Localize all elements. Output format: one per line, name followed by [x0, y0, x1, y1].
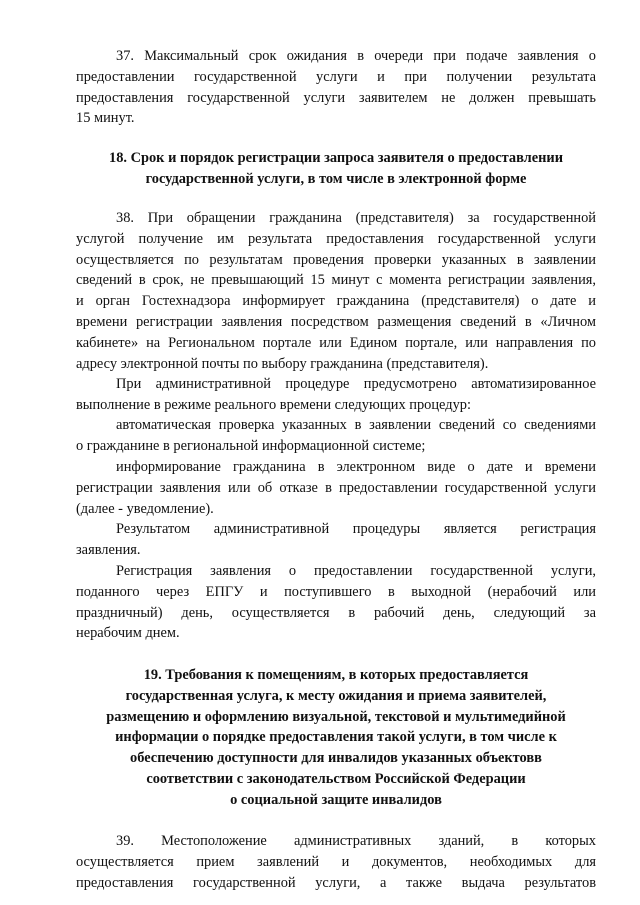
text-line: 39. Местоположение административных зданий, в которых [116, 833, 596, 849]
text-line: сведений в срок, не превышающий 15 минут с момента регистрации заявления, [76, 272, 596, 289]
text-line: информирование гражданина в электронном виде о дате и времени [116, 459, 596, 475]
text-line: поданного через ЕПГУ и поступившего в выходной (нерабочий или [76, 583, 596, 600]
text-line: Регистрация заявления о предоставлении государственной услуги, [116, 563, 596, 579]
text-line: 37. Максимальный срок ожидания в очереди при подаче заявления о [116, 48, 596, 64]
heading-line: государственная услуга, к месту ожидания и приема заявителей, [125, 687, 547, 704]
text-line: кабинете» на Региональном портале или Едином портале, или направления по [76, 334, 596, 351]
paragraph-registration [76, 561, 596, 644]
text-line: заявления. [76, 541, 141, 558]
text-line: Результатом административной процедуры является регистрация [116, 521, 596, 537]
text-line: о гражданине в региональной информационной системе; [76, 437, 426, 454]
text-line: предоставления государственной услуги, а также выдача результатов [76, 874, 596, 891]
text-line: 15 минут. [76, 110, 135, 127]
heading-line: информации о порядке предоставления такой услуги, в том числе к [115, 729, 557, 746]
paragraph-auto-check [76, 415, 596, 457]
heading-line: размещению и оформлению визуальной, текстовой и мультимедийной [106, 708, 566, 725]
heading-line: 18. Срок и порядок регистрации запроса заявителя о предоставлении [109, 150, 563, 166]
heading-line: обеспечению доступности для инвалидов указанных объектовв [130, 750, 542, 767]
heading-line: соответствии с законодательством Российской Федерации [146, 770, 526, 787]
paragraph-admin-procedure [76, 374, 596, 416]
text-line: нерабочим днем. [76, 625, 180, 642]
text-line: адресу электронной почты по выбору гражданина (представителя). [76, 355, 489, 372]
text-line: автоматическая проверка указанных в заявлении сведений со сведениями [116, 417, 596, 433]
paragraph-informing [76, 457, 596, 519]
text-line: При административной процедуре предусмотрено автоматизированное [116, 376, 596, 392]
text-line: и орган Гостехнадзора информирует гражданина (представителя) о дате и [76, 293, 596, 310]
section-19-heading [76, 665, 596, 811]
text-line: осуществляется прием заявлений и документов, необходимых для [76, 853, 596, 870]
text-line: предоставления государственной услуги заявителем не должен превышать [76, 89, 596, 106]
heading-line: о социальной защите инвалидов [230, 791, 442, 808]
heading-line: государственной услуги, в том числе в электронной форме [145, 170, 527, 187]
text-line: выполнение в режиме реального времени следующих процедур: [76, 396, 471, 413]
heading-line: 19. Требования к помещениям, в которых предоставляется [143, 667, 529, 683]
paragraph-39 [76, 831, 596, 893]
text-line: предоставлении государственной услуги и при получении результата [76, 68, 596, 85]
paragraph-result [76, 519, 596, 561]
text-line: праздничный) день, осуществляется в рабочий день, следующий за [76, 604, 596, 621]
text-line: осуществляется по результатам проведения проверки указанных в заявлении [76, 251, 596, 268]
text-line: регистрации заявления или об отказе в предоставлении государственной услуги [76, 479, 596, 496]
text-line: 38. При обращении гражданина (представителя) за государственной [116, 210, 596, 226]
paragraph-38 [76, 208, 596, 374]
section-18-heading [76, 148, 596, 190]
text-line: времени регистрации заявления посредством размещения сведений в «Личном [76, 313, 596, 330]
paragraph-37 [76, 46, 596, 129]
text-line: услугой получение им результата предоставления государственной услуги [76, 230, 596, 247]
text-line: (далее - уведомление). [76, 500, 214, 517]
